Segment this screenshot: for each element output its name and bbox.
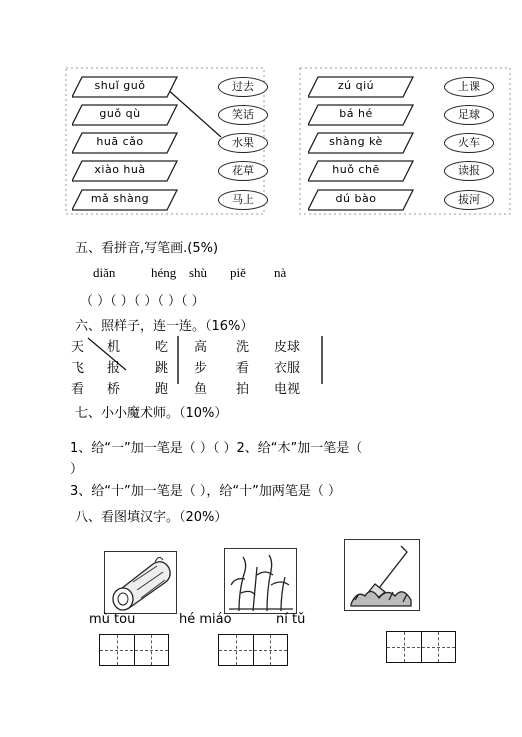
seedling-icon bbox=[225, 549, 296, 613]
left-word-oval-1[interactable]: 过去 bbox=[218, 77, 268, 97]
left-pinyin-box-1 bbox=[72, 76, 168, 98]
section5-pinyin-5: nà bbox=[274, 265, 287, 280]
section7-line1: 1、给“一”加一笔是（ ）（ ）2、给“木”加一笔是（ bbox=[70, 441, 363, 456]
left-word-oval-3[interactable]: 水果 bbox=[218, 133, 268, 153]
log-picture bbox=[104, 551, 177, 614]
section6-word[interactable]: 衣服 bbox=[274, 361, 301, 376]
section8-pinyin-2: hé miáo bbox=[179, 612, 232, 627]
left-pinyin-box-4-text: xiào huà bbox=[94, 163, 146, 176]
section6-word[interactable]: 机 bbox=[107, 340, 121, 355]
section5-title: 五、看拼音,写笔画.(5%) bbox=[75, 241, 219, 256]
left-pinyin-box-4 bbox=[72, 160, 168, 182]
right-word-oval-4[interactable]: 读报 bbox=[444, 161, 494, 181]
section6-word[interactable]: 皮球 bbox=[274, 340, 301, 355]
section8-pinyin-1: mù tou bbox=[89, 612, 136, 627]
section6-word[interactable]: 跳 bbox=[155, 361, 169, 376]
rice-seedling-picture bbox=[224, 548, 297, 614]
writing-grid-2[interactable] bbox=[218, 634, 288, 666]
section5-pinyin-3: shù bbox=[189, 265, 208, 280]
right-word-oval-3[interactable]: 火车 bbox=[444, 133, 494, 153]
section6-title: 六、照样子，连一连。（16%） bbox=[75, 319, 254, 334]
left-pinyin-box-3 bbox=[72, 132, 168, 154]
section6-word[interactable]: 高 bbox=[194, 340, 208, 355]
section7-line2: 3、给“十”加一笔是（ ），给“十”加两笔是（ ） bbox=[70, 484, 341, 499]
section6-word[interactable]: 电视 bbox=[274, 382, 301, 397]
left-pinyin-box-5-text: mǎ shàng bbox=[90, 192, 150, 205]
section6-word[interactable]: 看 bbox=[236, 361, 250, 376]
section5-pinyin-2: héng bbox=[151, 265, 177, 280]
section8-pinyin-3: ní tǔ bbox=[276, 612, 306, 627]
section8-title: 八、看图填汉字。（20%） bbox=[75, 510, 228, 525]
right-pinyin-box-4-text: huǒ chē bbox=[332, 163, 380, 176]
right-pinyin-box-4 bbox=[308, 160, 404, 182]
right-word-oval-2[interactable]: 足球 bbox=[444, 105, 494, 125]
section5-pinyin-4: piě bbox=[230, 265, 246, 280]
section6-word[interactable]: 洗 bbox=[236, 340, 250, 355]
right-pinyin-box-3 bbox=[308, 132, 404, 154]
section6-word[interactable]: 吃 bbox=[155, 340, 169, 355]
writing-grid-1[interactable] bbox=[99, 634, 169, 666]
right-pinyin-box-3-text: shàng kè bbox=[329, 135, 383, 148]
right-pinyin-box-5 bbox=[308, 189, 404, 211]
right-word-oval-5[interactable]: 拔河 bbox=[444, 190, 494, 210]
right-word-oval-1[interactable]: 上课 bbox=[444, 77, 494, 97]
right-pinyin-box-2 bbox=[308, 104, 404, 126]
section6-word[interactable]: 拍 bbox=[236, 382, 250, 397]
right-pinyin-box-2-text: bá hé bbox=[339, 107, 373, 120]
right-pinyin-box-1 bbox=[308, 76, 404, 98]
section6-word[interactable]: 跑 bbox=[155, 382, 169, 397]
left-pinyin-box-1-text: shuǐ guǒ bbox=[94, 79, 146, 92]
section6-word[interactable]: 步 bbox=[194, 361, 208, 376]
section6-word[interactable]: 天 bbox=[71, 340, 85, 355]
left-word-oval-2[interactable]: 笑话 bbox=[218, 105, 268, 125]
writing-grid-3[interactable] bbox=[386, 631, 456, 663]
left-pinyin-box-2-text: guǒ qù bbox=[99, 107, 141, 120]
left-pinyin-box-5 bbox=[72, 189, 168, 211]
right-pinyin-box-5-text: dú bào bbox=[335, 192, 377, 205]
left-pinyin-box-3-text: huā cǎo bbox=[96, 135, 144, 148]
section5-pinyin-1: diǎn bbox=[93, 265, 116, 280]
left-word-oval-4[interactable]: 花草 bbox=[218, 161, 268, 181]
left-word-oval-5[interactable]: 马上 bbox=[218, 190, 268, 210]
left-pinyin-box-2 bbox=[72, 104, 168, 126]
section6-word[interactable]: 看 bbox=[71, 382, 85, 397]
section6-word[interactable]: 桥 bbox=[107, 382, 121, 397]
section5-answer-blanks[interactable]: （ ）（ ）（ ）（ ）（ ） bbox=[80, 294, 205, 309]
section6-word[interactable]: 鱼 bbox=[194, 382, 208, 397]
section6-word[interactable]: 报 bbox=[107, 361, 121, 376]
section7-line1-continued: ） bbox=[70, 462, 84, 477]
soil-shovel-picture bbox=[344, 539, 420, 611]
section6-word[interactable]: 飞 bbox=[71, 361, 85, 376]
shovel-icon bbox=[345, 540, 419, 610]
log-icon bbox=[105, 552, 176, 613]
section7-title: 七、小小魔术师。（10%） bbox=[75, 406, 228, 421]
right-pinyin-box-1-text: zú qiú bbox=[337, 79, 375, 92]
